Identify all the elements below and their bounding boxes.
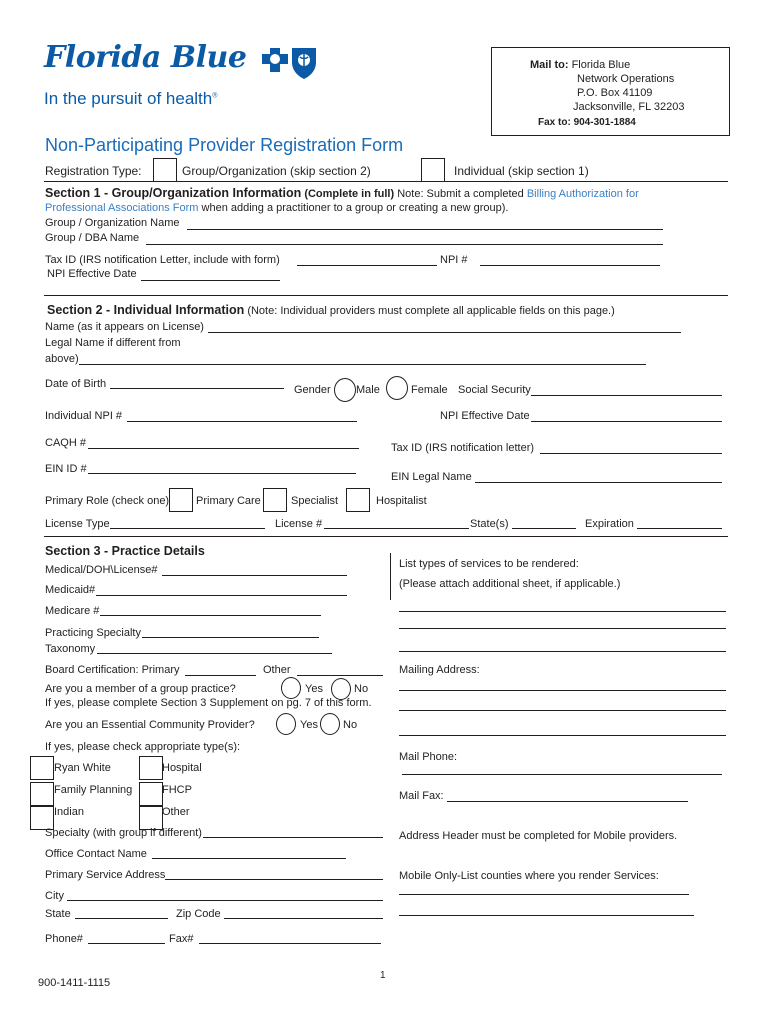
professional-associations-link[interactable]: Professional Associations Form (45, 202, 199, 214)
section2-heading (47, 303, 615, 317)
other-type-label: Other (162, 806, 190, 818)
male-radio[interactable] (334, 378, 356, 402)
expiration-label: Expiration (585, 518, 634, 530)
individual-tax-id-label: Tax ID (IRS notification letter) (391, 442, 535, 454)
mail-line-1: Florida Blue (571, 59, 631, 71)
license-number-field[interactable] (324, 528, 469, 529)
dob-field[interactable] (110, 388, 284, 389)
hospitalist-checkbox[interactable] (346, 488, 370, 512)
form-title: Non-Participating Provider Registration Form (45, 135, 404, 155)
legal-name-label-2: above) (45, 353, 79, 365)
mail-line-2: Network Operations (577, 73, 675, 85)
ecp-yes-label: Yes (300, 719, 318, 731)
board-cert-label: Board Certification: Primary (45, 664, 180, 676)
primary-care-checkbox[interactable] (169, 488, 193, 512)
fhcp-label: FHCP (162, 784, 192, 796)
phone-field[interactable] (88, 943, 165, 944)
mailing-address-field-1[interactable] (399, 690, 726, 691)
license-type-field[interactable] (110, 528, 265, 529)
indian-label: Indian (54, 806, 84, 818)
services-label: List types of services to be rendered: (399, 558, 579, 570)
mail-fax-label: Mail Fax: (399, 790, 444, 802)
hospitalist-label: Hospitalist (376, 495, 427, 507)
ecp-no-radio[interactable] (320, 713, 340, 735)
mailing-address-field-3[interactable] (399, 735, 726, 736)
medicare-label: Medicare # (45, 605, 100, 617)
billing-authorization-link[interactable]: Billing Authorization for (526, 188, 639, 200)
practicing-specialty-label: Practicing Specialty (45, 627, 141, 639)
individual-tax-id-field[interactable] (540, 453, 722, 454)
ein-legal-name-label: EIN Legal Name (391, 471, 472, 483)
npi-effective-field[interactable] (531, 421, 722, 422)
zip-label: Zip Code (176, 908, 221, 920)
family-planning-checkbox[interactable] (30, 782, 54, 806)
ssn-field[interactable] (531, 395, 722, 396)
phone-label: Phone# (45, 933, 83, 945)
board-cert-other-field[interactable] (297, 675, 383, 676)
ecp-yes-radio[interactable] (276, 713, 296, 735)
hospital-checkbox[interactable] (139, 756, 163, 780)
group-member-label: Are you a member of a group practice? (45, 683, 236, 695)
female-radio[interactable] (386, 376, 408, 400)
primary-address-label: Primary Service Address (45, 869, 166, 881)
form-number: 900-1411-1115 (38, 977, 111, 989)
group-option-label: Group/Organization (skip section 2) (182, 164, 371, 178)
board-cert-other-label: Other (263, 664, 291, 676)
dba-name-field[interactable] (146, 244, 663, 245)
hospital-label: Hospital (162, 762, 202, 774)
individual-npi-field[interactable] (127, 421, 357, 422)
states-label: State(s) (470, 518, 509, 530)
page-number: 1 (380, 970, 386, 981)
city-field[interactable] (67, 900, 383, 901)
group-tax-id-field[interactable] (297, 265, 437, 266)
section1-note-post: when adding a practitioner to a group or creating a new group). (198, 202, 509, 214)
ryan-white-label: Ryan White (54, 762, 111, 774)
tagline-text: In the pursuit of health (44, 89, 213, 108)
mobile-counties-field-1[interactable] (399, 894, 689, 895)
section2-note: (Note: Individual providers must complete all applicable fields on this page.) (247, 305, 615, 317)
zip-field[interactable] (224, 918, 383, 919)
section3-title: Section 3 - Practice Details (45, 544, 205, 558)
family-planning-label: Family Planning (54, 784, 133, 796)
mailing-address-label: Mailing Address: (399, 664, 480, 676)
expiration-field[interactable] (637, 528, 722, 529)
caqh-label: CAQH # (45, 437, 86, 449)
dob-label: Date of Birth (45, 378, 107, 390)
section2-divider (44, 536, 728, 537)
practicing-specialty-field[interactable] (142, 637, 319, 638)
group-npi-effective-label: NPI Effective Date (47, 268, 137, 280)
primary-care-label: Primary Care (196, 495, 261, 507)
medical-license-field[interactable] (162, 575, 347, 576)
individual-checkbox[interactable] (421, 158, 445, 182)
mail-to-label: Mail to (530, 59, 565, 71)
address-header-note: Address Header must be completed for Mobile providers. (399, 830, 678, 842)
section1-title: Section 1 - Group/Organization Information (45, 186, 302, 200)
group-name-field[interactable] (187, 229, 663, 230)
mail-phone-label: Mail Phone: (399, 751, 458, 763)
ecp-label: Are you an Essential Community Provider? (45, 719, 255, 731)
section1-note-line2 (45, 202, 508, 214)
city-label: City (45, 890, 64, 902)
group-member-no-label: No (354, 683, 369, 695)
mail-to-line: Mail to: Florida Blue (530, 59, 631, 71)
individual-npi-label: Individual NPI # (45, 410, 123, 422)
medicaid-label: Medicaid# (45, 584, 96, 596)
legal-name-label-1: Legal Name if different from (45, 337, 181, 349)
license-name-field[interactable] (208, 332, 681, 333)
group-member-yes-label: Yes (305, 683, 323, 695)
section1-heading (45, 186, 639, 200)
specialty-group-field[interactable] (203, 837, 383, 838)
services-field-3[interactable] (399, 651, 726, 652)
mailing-address-field-2[interactable] (399, 710, 726, 711)
fax-label: Fax to: (538, 117, 571, 128)
taxonomy-field[interactable] (97, 653, 332, 654)
license-name-label: Name (as it appears on License) (45, 321, 204, 333)
office-contact-label: Office Contact Name (45, 848, 147, 860)
check-types-label: If yes, please check appropriate type(s): (45, 741, 241, 753)
group-checkbox[interactable] (153, 158, 177, 182)
specialist-label: Specialist (291, 495, 339, 507)
ecp-no-label: No (343, 719, 358, 731)
registration-type-label: Registration Type: (45, 164, 142, 178)
medicare-field[interactable] (100, 615, 321, 616)
title-divider (44, 181, 728, 182)
group-npi-field[interactable] (480, 265, 660, 266)
section3-column-divider (390, 553, 391, 600)
specialty-group-label: Specialty (with group if different) (45, 827, 202, 839)
office-contact-field[interactable] (152, 858, 346, 859)
group-tax-id-label: Tax ID (IRS notification Letter, include with form) (45, 254, 280, 266)
services-field-2[interactable] (399, 628, 726, 629)
board-cert-primary-field[interactable] (185, 675, 256, 676)
specialist-checkbox[interactable] (263, 488, 287, 512)
section1-complete: (Complete in full) (304, 188, 395, 200)
individual-option-label: Individual (skip section 1) (454, 164, 589, 178)
fax-label-field: Fax# (169, 933, 194, 945)
medical-license-label: Medical/DOH\License# (45, 564, 158, 576)
section1-note-pre: Note: Submit a completed (394, 188, 527, 200)
mail-fax-field[interactable] (447, 801, 688, 802)
primary-role-label: Primary Role (check one) (45, 495, 170, 507)
mail-line-3: P.O. Box 41109 (577, 87, 653, 99)
group-member-yes-radio[interactable] (281, 677, 301, 699)
fax-field[interactable] (199, 943, 381, 944)
mobile-counties-field-2[interactable] (399, 915, 694, 916)
taxonomy-label: Taxonomy (45, 643, 96, 655)
ryan-white-checkbox[interactable] (30, 756, 54, 780)
fax-number: 904-301-1884 (573, 117, 636, 128)
fax-to-line (538, 117, 636, 128)
state-field[interactable] (75, 918, 168, 919)
fhcp-checkbox[interactable] (139, 782, 163, 806)
ssn-label: Social Security (458, 384, 531, 396)
tagline (44, 89, 217, 109)
state-label: State (45, 908, 71, 920)
services-field-1[interactable] (399, 611, 726, 612)
npi-effective-label: NPI Effective Date (440, 410, 530, 422)
dba-name-label: Group / DBA Name (45, 232, 140, 244)
services-note: (Please attach additional sheet, if applicable.) (399, 578, 621, 590)
ein-field[interactable] (88, 473, 356, 474)
caqh-field[interactable] (88, 448, 359, 449)
trademark-mark: ® (212, 92, 218, 100)
group-name-label: Group / Organization Name (45, 217, 180, 229)
medicaid-field[interactable] (96, 595, 347, 596)
group-npi-label: NPI # (440, 254, 468, 266)
female-label: Female (411, 384, 448, 396)
mail-line-4: Jacksonville, FL 32203 (573, 101, 685, 113)
male-label: Male (356, 384, 380, 396)
mail-phone-field[interactable] (402, 774, 722, 775)
brand-logo-text: Florida Blue (44, 40, 247, 75)
mobile-counties-label: Mobile Only-List counties where you render Services: (399, 870, 659, 882)
section1-divider (44, 295, 728, 296)
supplement-note: If yes, please complete Section 3 Supplement on pg. 7 of this form. (45, 697, 372, 709)
primary-address-field[interactable] (165, 879, 383, 880)
blue-cross-blue-shield-icon (258, 46, 320, 80)
legal-name-field[interactable] (79, 364, 646, 365)
ein-label: EIN ID # (45, 463, 87, 475)
ein-legal-name-field[interactable] (475, 482, 722, 483)
states-field[interactable] (512, 528, 576, 529)
group-npi-effective-field[interactable] (141, 280, 280, 281)
license-type-label: License Type (45, 518, 110, 530)
section2-title: Section 2 - Individual Information (47, 303, 245, 317)
license-number-label: License # (275, 518, 323, 530)
gender-label: Gender (294, 384, 331, 396)
